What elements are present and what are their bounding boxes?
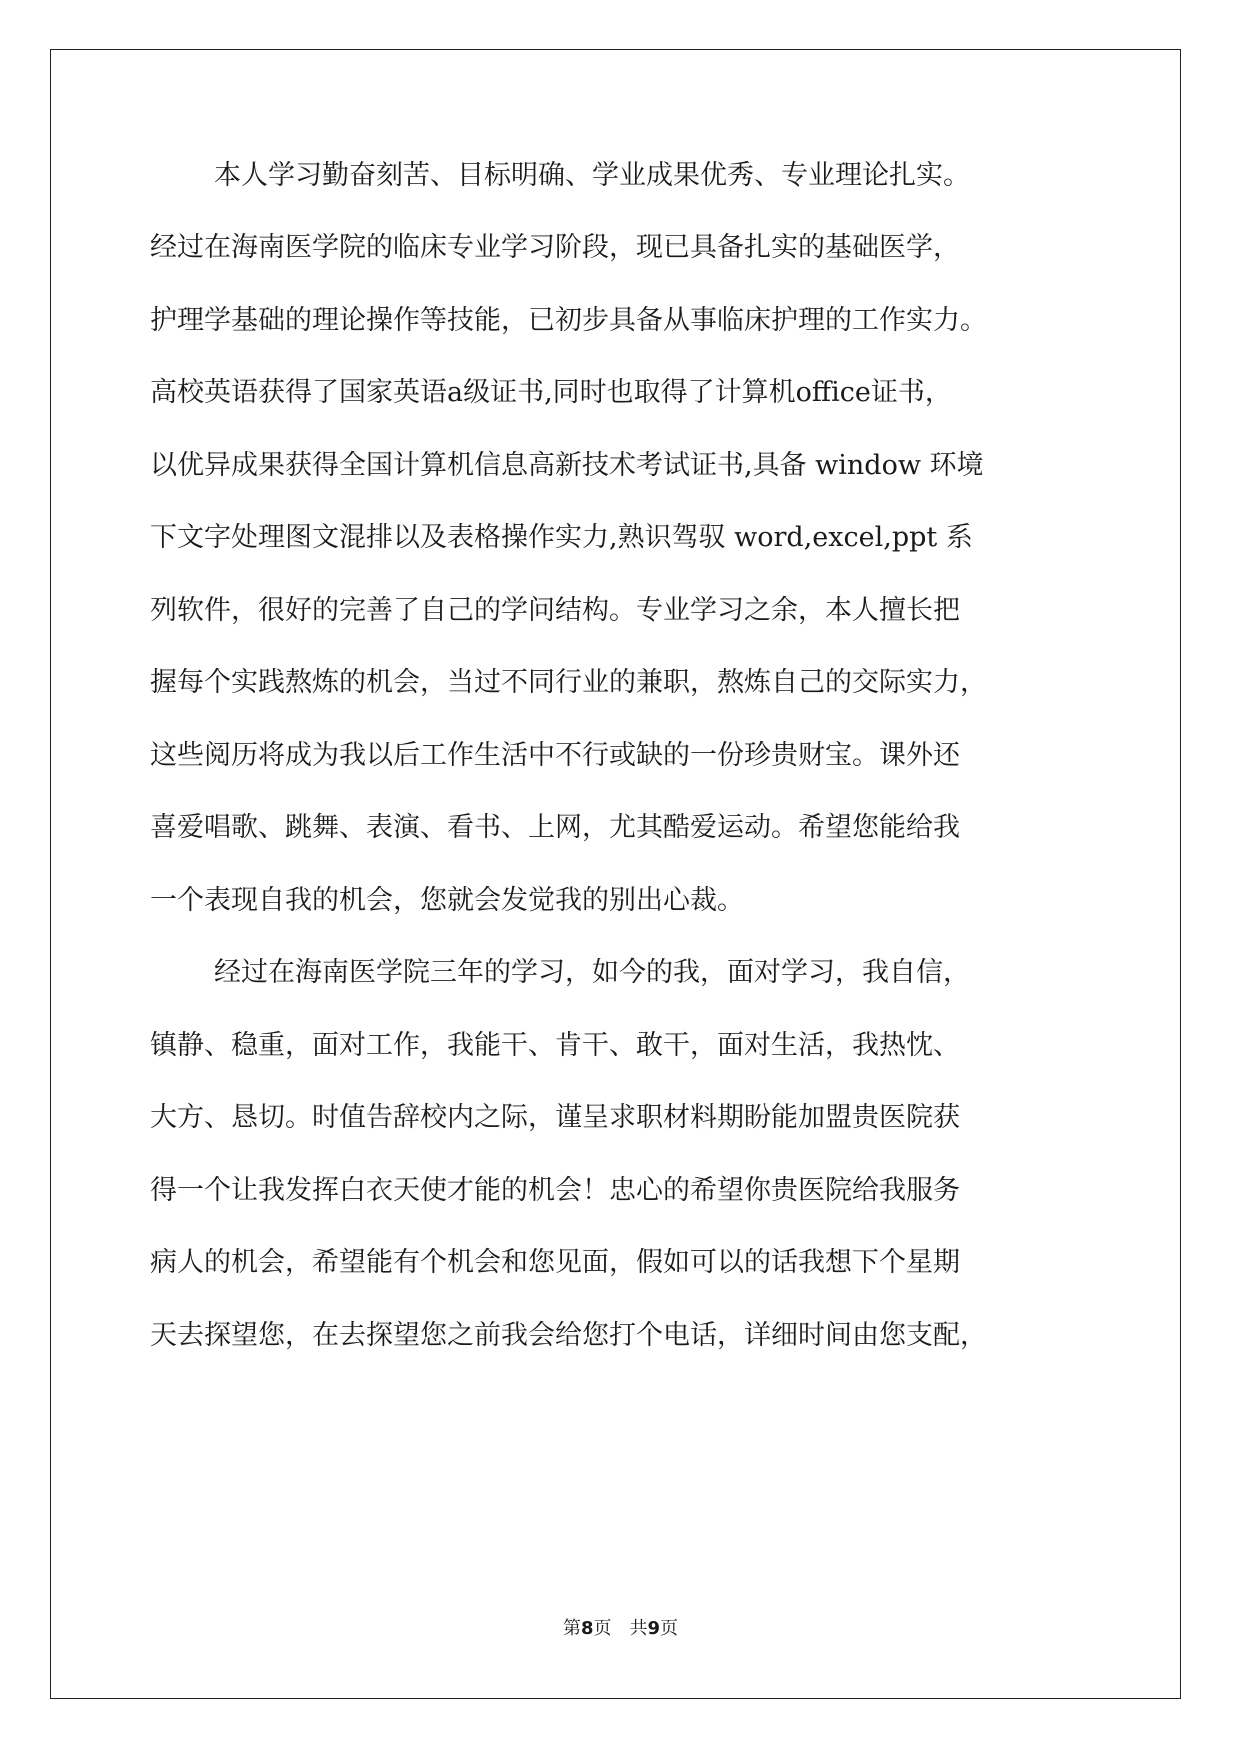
- paragraph-2-line-5: 病人的机会，希望能有个机会和您见面，假如可以的话我想下个星期: [150, 1247, 960, 1278]
- page-number-footer: [0, 1614, 1241, 1640]
- page-label-mid: 页 共: [593, 1618, 648, 1639]
- paragraph-2-line-3: 大方、恳切。时值告辞校内之际，谨呈求职材料期盼能加盟贵医院获: [150, 1102, 960, 1133]
- paragraph-1-line-8: 握每个实践熬炼的机会，当过不同行业的兼职，熬炼自己的交际实力，: [150, 667, 987, 698]
- paragraph-2-line-4: 得一个让我发挥白衣天使才能的机会！忠心的希望你贵医院给我服务: [150, 1175, 960, 1206]
- paragraph-2-line-1: 经过在海南医学院三年的学习，如今的我，面对学习，我自信，: [214, 957, 970, 988]
- paragraph-1-line-2: 经过在海南医学院的临床专业学习阶段，现已具备扎实的基础医学，: [150, 232, 960, 263]
- page-label-post: 页: [660, 1618, 679, 1639]
- total-pages-number: 9: [647, 1618, 661, 1639]
- paragraph-1-line-5: 以优异成果获得全国计算机信息高新技术考试证书,具备 window 环境: [150, 450, 984, 481]
- paragraph-1-line-1: 本人学习勤奋刻苦、目标明确、学业成果优秀、专业理论扎实。: [214, 160, 970, 191]
- paragraph-1-line-11: 一个表现自我的机会，您就会发觉我的别出心裁。: [150, 885, 744, 916]
- paragraph-1-line-4: 高校英语获得了国家英语a级证书,同时也取得了计算机office证书，: [150, 377, 952, 408]
- paragraph-1-line-7: 列软件，很好的完善了自己的学问结构。专业学习之余，本人擅长把: [150, 595, 960, 626]
- paragraph-2-line-6: 天去探望您，在去探望您之前我会给您打个电话，详细时间由您支配，: [150, 1320, 987, 1351]
- paragraph-1-line-3: 护理学基础的理论操作等技能，已初步具备从事临床护理的工作实力。: [150, 305, 987, 336]
- page-label-pre: 第: [562, 1618, 581, 1639]
- paragraph-1-line-10: 喜爱唱歌、跳舞、表演、看书、上网，尤其酷爱运动。希望您能给我: [150, 812, 960, 843]
- paragraph-1-line-9: 这些阅历将成为我以后工作生活中不行或缺的一份珍贵财宝。课外还: [150, 740, 960, 771]
- page-border: [50, 49, 1181, 1699]
- paragraph-1-line-6: 下文字处理图文混排以及表格操作实力,熟识驾驭 word,excel,ppt 系: [150, 522, 973, 553]
- current-page-number: 8: [580, 1618, 594, 1639]
- paragraph-2-line-2: 镇静、稳重，面对工作，我能干、肯干、敢干，面对生活，我热忱、: [150, 1030, 960, 1061]
